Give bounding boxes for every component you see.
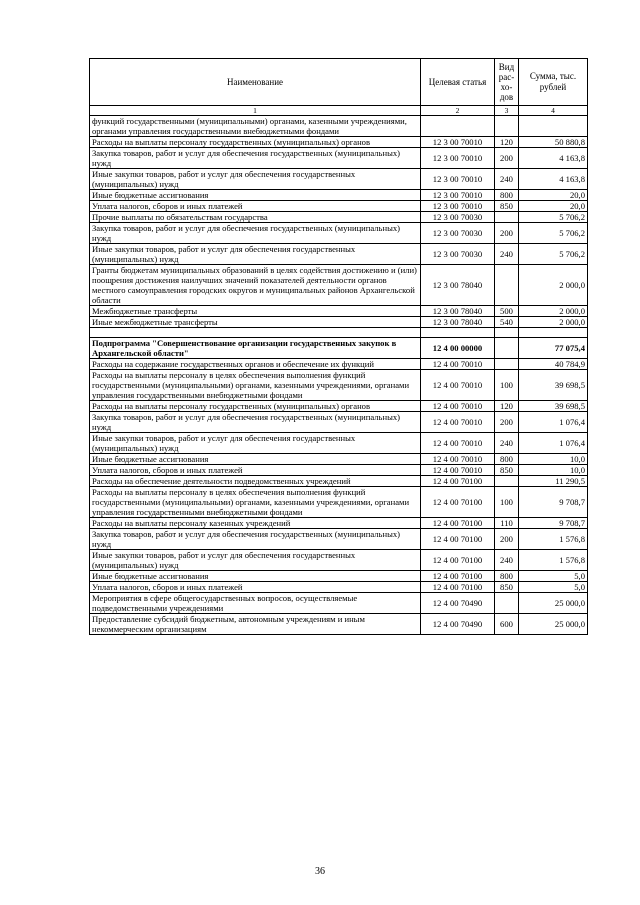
row-sum-cell: 10,0 (519, 465, 588, 476)
row-sum-cell: 11 290,5 (519, 476, 588, 487)
row-name-cell: Расходы на выплаты персоналу казенных учреждений (90, 518, 421, 529)
row-sum-cell: 39 698,5 (519, 401, 588, 412)
row-name-cell: Иные бюджетные ассигнования (90, 190, 421, 201)
row-name-cell: Иные межбюджетные трансферты (90, 317, 421, 328)
table-row (90, 487, 588, 518)
row-code-cell: 12 4 00 70100 (421, 550, 495, 571)
row-code-cell: 12 3 00 70010 (421, 201, 495, 212)
row-sum-cell: 50 880,8 (519, 137, 588, 148)
row-sum-cell: 25 000,0 (519, 614, 588, 635)
row-code-cell: 12 4 00 70100 (421, 518, 495, 529)
table-row (90, 212, 588, 223)
table-row (90, 518, 588, 529)
row-name-cell: Расходы на содержание государственных органов и обеспечение их функций (90, 359, 421, 370)
row-type-cell: 800 (495, 571, 519, 582)
column-number: 4 (519, 106, 588, 116)
row-code-cell: 12 3 00 70030 (421, 212, 495, 223)
row-code-cell: 12 3 00 70010 (421, 148, 495, 169)
row-type-cell (495, 328, 519, 338)
row-type-cell (495, 338, 519, 359)
row-code-cell (421, 116, 495, 137)
row-code-cell: 12 4 00 70010 (421, 401, 495, 412)
row-sum-cell: 9 708,7 (519, 487, 588, 518)
table-row (90, 529, 588, 550)
row-type-cell: 240 (495, 169, 519, 190)
row-type-cell: 850 (495, 201, 519, 212)
row-sum-cell: 2 000,0 (519, 306, 588, 317)
row-code-cell: 12 3 00 70030 (421, 244, 495, 265)
row-sum-cell: 25 000,0 (519, 593, 588, 614)
header-sum: Сумма, тыс. рублей (519, 59, 588, 106)
row-name-cell: Межбюджетные трансферты (90, 306, 421, 317)
row-code-cell: 12 4 00 70100 (421, 487, 495, 518)
table-row (90, 338, 588, 359)
row-sum-cell: 10,0 (519, 454, 588, 465)
row-name-cell: Прочие выплаты по обязательствам государства (90, 212, 421, 223)
row-type-cell (495, 359, 519, 370)
row-sum-cell: 1 076,4 (519, 433, 588, 454)
row-type-cell: 110 (495, 518, 519, 529)
row-sum-cell (519, 116, 588, 137)
row-type-cell: 500 (495, 306, 519, 317)
row-sum-cell: 40 784,9 (519, 359, 588, 370)
row-name-cell: Уплата налогов, сборов и иных платежей (90, 465, 421, 476)
row-type-cell (495, 116, 519, 137)
row-name-cell: Иные бюджетные ассигнования (90, 571, 421, 582)
row-code-cell: 12 4 00 00000 (421, 338, 495, 359)
row-sum-cell: 20,0 (519, 190, 588, 201)
row-sum-cell: 5 706,2 (519, 223, 588, 244)
row-sum-cell: 5 706,2 (519, 212, 588, 223)
row-name-cell: функций государственными (муниципальными) органами, казенными учреждениями, органами управления государственными внебюджетными фондами (90, 116, 421, 137)
row-type-cell: 100 (495, 370, 519, 401)
row-code-cell: 12 3 00 78040 (421, 265, 495, 306)
row-code-cell: 12 4 00 70100 (421, 529, 495, 550)
row-name-cell: Уплата налогов, сборов и иных платежей (90, 582, 421, 593)
row-sum-cell: 5,0 (519, 571, 588, 582)
row-name-cell: Гранты бюджетам муниципальных образований в целях содействия достижению и (или) поощрения достижения наилучших значений показателей деятельности органов местного самоуправления городских округов и муниципальных районов Архангельской области (90, 265, 421, 306)
row-name-cell: Иные бюджетные ассигнования (90, 454, 421, 465)
row-code-cell: 12 4 00 70490 (421, 593, 495, 614)
row-name-cell: Закупка товаров, работ и услуг для обеспечения государственных (муниципальных) нужд (90, 529, 421, 550)
row-sum-cell: 2 000,0 (519, 265, 588, 306)
row-code-cell: 12 3 00 70030 (421, 223, 495, 244)
header-name: Наименование (90, 59, 421, 106)
table-row (90, 433, 588, 454)
table-row (90, 201, 588, 212)
row-name-cell: Иные закупки товаров, работ и услуг для обеспечения государственных (муниципальных) нужд (90, 433, 421, 454)
column-number: 1 (90, 106, 421, 116)
row-code-cell (421, 328, 495, 338)
table-row (90, 317, 588, 328)
row-type-cell: 240 (495, 433, 519, 454)
column-number-row (90, 106, 588, 116)
row-code-cell: 12 4 00 70100 (421, 582, 495, 593)
table-row (90, 550, 588, 571)
table-row (90, 306, 588, 317)
row-name-cell: Предоставление субсидий бюджетным, автономным учреждениям и иным некоммерческим организациям (90, 614, 421, 635)
table-row (90, 223, 588, 244)
row-sum-cell: 39 698,5 (519, 370, 588, 401)
row-sum-cell: 1 076,4 (519, 412, 588, 433)
row-code-cell: 12 4 00 70010 (421, 433, 495, 454)
row-type-cell: 600 (495, 614, 519, 635)
row-type-cell: 850 (495, 465, 519, 476)
row-type-cell: 120 (495, 401, 519, 412)
row-sum-cell: 9 708,7 (519, 518, 588, 529)
row-name-cell: Подпрограмма "Совершенствование организации государственных закупок в Архангельской области" (90, 338, 421, 359)
row-code-cell: 12 4 00 70100 (421, 476, 495, 487)
page-number: 36 (315, 866, 325, 877)
row-sum-cell: 5 706,2 (519, 244, 588, 265)
row-type-cell: 200 (495, 223, 519, 244)
row-type-cell (495, 265, 519, 306)
row-code-cell: 12 3 00 70010 (421, 169, 495, 190)
header-type: Вид рас-хо-дов (495, 59, 519, 106)
row-type-cell: 240 (495, 244, 519, 265)
table-header-row (90, 59, 588, 106)
table-row (90, 412, 588, 433)
row-name-cell: Мероприятия в сфере общегосударственных вопросов, осуществляемые подведомственными учреждениями (90, 593, 421, 614)
row-code-cell: 12 3 00 78040 (421, 317, 495, 328)
row-type-cell (495, 593, 519, 614)
table-row (90, 328, 588, 338)
table-row (90, 244, 588, 265)
table-row (90, 190, 588, 201)
table-row (90, 401, 588, 412)
table-row (90, 370, 588, 401)
table-row (90, 169, 588, 190)
row-sum-cell: 4 163,8 (519, 148, 588, 169)
row-type-cell: 850 (495, 582, 519, 593)
row-sum-cell: 2 000,0 (519, 317, 588, 328)
row-name-cell: Расходы на выплаты персоналу государственных (муниципальных) органов (90, 137, 421, 148)
row-type-cell: 100 (495, 487, 519, 518)
row-name-cell: Иные закупки товаров, работ и услуг для обеспечения государственных (муниципальных) нужд (90, 550, 421, 571)
row-name-cell: Иные закупки товаров, работ и услуг для обеспечения государственных (муниципальных) нужд (90, 244, 421, 265)
table-row (90, 593, 588, 614)
row-name-cell (90, 328, 421, 338)
table-row (90, 454, 588, 465)
table-row (90, 137, 588, 148)
row-code-cell: 12 4 00 70010 (421, 359, 495, 370)
column-number: 3 (495, 106, 519, 116)
row-type-cell: 240 (495, 550, 519, 571)
table-row (90, 571, 588, 582)
row-name-cell: Иные закупки товаров, работ и услуг для обеспечения государственных (муниципальных) нужд (90, 169, 421, 190)
row-type-cell: 200 (495, 148, 519, 169)
row-type-cell: 200 (495, 529, 519, 550)
row-name-cell: Расходы на обеспечение деятельности подведомственных учреждений (90, 476, 421, 487)
table-row (90, 582, 588, 593)
row-type-cell (495, 212, 519, 223)
row-code-cell: 12 3 00 70010 (421, 137, 495, 148)
table-body (90, 116, 588, 635)
row-name-cell: Расходы на выплаты персоналу государственных (муниципальных) органов (90, 401, 421, 412)
row-code-cell: 12 4 00 70100 (421, 571, 495, 582)
row-type-cell: 800 (495, 190, 519, 201)
row-name-cell: Расходы на выплаты персоналу в целях обеспечения выполнения функций государственными (муниципальными) органами, казенными учреждениями, органами управления государственными внебюджетными фондами (90, 487, 421, 518)
row-type-cell: 540 (495, 317, 519, 328)
row-sum-cell: 5,0 (519, 582, 588, 593)
row-name-cell: Уплата налогов, сборов и иных платежей (90, 201, 421, 212)
row-sum-cell: 20,0 (519, 201, 588, 212)
budget-table (89, 58, 588, 635)
table-row (90, 116, 588, 137)
table-row (90, 614, 588, 635)
column-number: 2 (421, 106, 495, 116)
row-type-cell: 800 (495, 454, 519, 465)
table-row (90, 465, 588, 476)
table-row (90, 476, 588, 487)
row-code-cell: 12 4 00 70010 (421, 412, 495, 433)
table-row (90, 359, 588, 370)
row-sum-cell: 4 163,8 (519, 169, 588, 190)
table-row (90, 265, 588, 306)
row-code-cell: 12 4 00 70010 (421, 370, 495, 401)
row-name-cell: Закупка товаров, работ и услуг для обеспечения государственных (муниципальных) нужд (90, 412, 421, 433)
header-code: Целевая статья (421, 59, 495, 106)
row-code-cell: 12 4 00 70490 (421, 614, 495, 635)
row-code-cell: 12 3 00 78040 (421, 306, 495, 317)
row-code-cell: 12 4 00 70010 (421, 465, 495, 476)
row-name-cell: Закупка товаров, работ и услуг для обеспечения государственных (муниципальных) нужд (90, 148, 421, 169)
row-code-cell: 12 3 00 70010 (421, 190, 495, 201)
row-name-cell: Закупка товаров, работ и услуг для обеспечения государственных (муниципальных) нужд (90, 223, 421, 244)
table-row (90, 148, 588, 169)
row-sum-cell: 77 075,4 (519, 338, 588, 359)
row-sum-cell: 1 576,8 (519, 529, 588, 550)
row-sum-cell (519, 328, 588, 338)
row-name-cell: Расходы на выплаты персоналу в целях обеспечения выполнения функций государственными (муниципальными) органами, казенными учреждениями, органами управления государственными внебюджетными фондами (90, 370, 421, 401)
row-sum-cell: 1 576,8 (519, 550, 588, 571)
row-type-cell: 120 (495, 137, 519, 148)
row-code-cell: 12 4 00 70010 (421, 454, 495, 465)
row-type-cell: 200 (495, 412, 519, 433)
row-type-cell (495, 476, 519, 487)
